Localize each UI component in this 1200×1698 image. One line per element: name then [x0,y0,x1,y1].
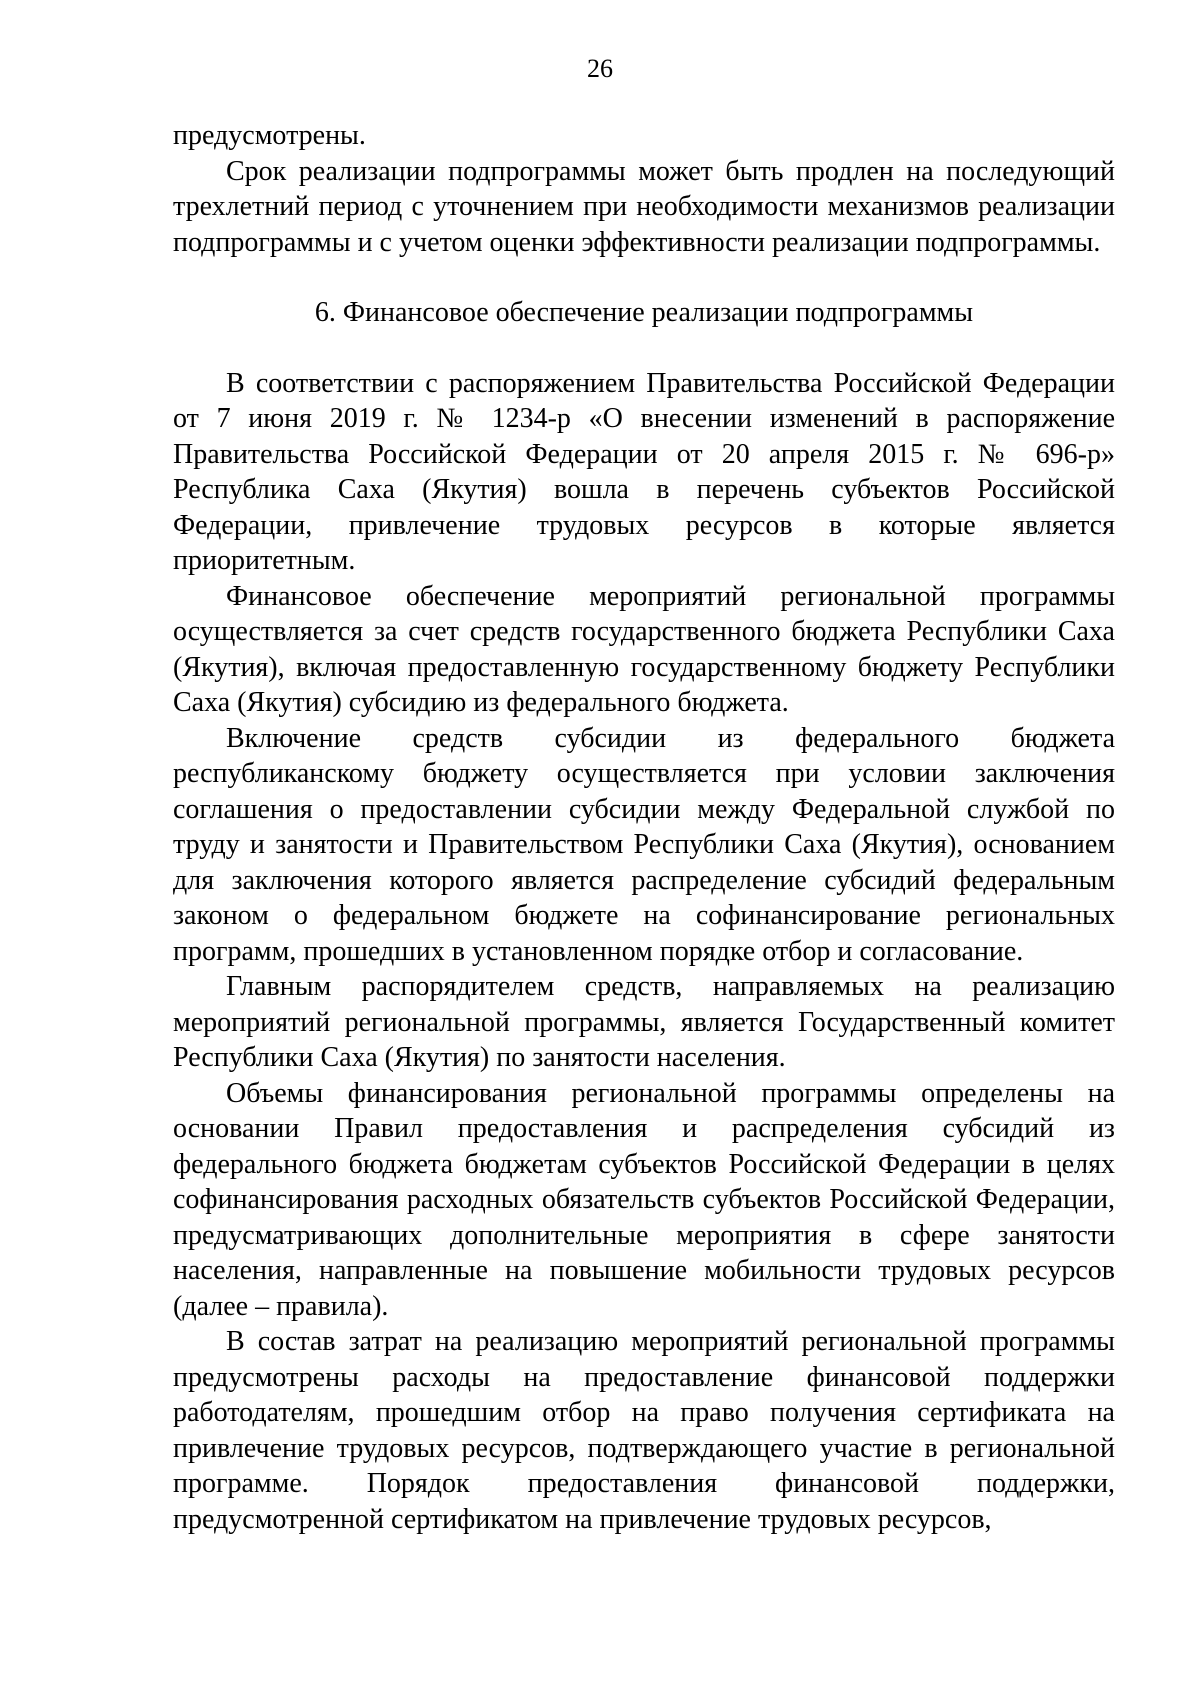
paragraph-term-extension: Срок реализации подпрограммы может быть продлен на последующий трехлетний период с уточнением при необходимости механизмов реализации подпрограммы и с учетом оценки эффективности реализации подпрограммы. [173,155,1115,258]
paragraph-main-administrator: Главным распорядителем средств, направляемых на реализацию мероприятий региональной программы, является Государственный комитет Республики Саха (Якутия) по занятости населения. [173,971,1115,1073]
paragraph-financing-volumes: Объемы финансирования региональной программы определены на основании Правил предоставления и распределения субсидий из федерального бюджета бюджетам субъектов Российской Федерации в целях софинансирования расходных обязательств субъектов Российской Федерации, предусматривающих дополнительные мероприятия в сфере занятости населения, направленные на повышение мобильности трудовых ресурсов (далее – правила). [173,1077,1115,1322]
paragraph-financing-source: Финансовое обеспечение мероприятий региональной программы осуществляется за счет средств государственного бюджета Республики Саха (Якутия), включая предоставленную государственному бюджету Республики Саха (Якутия) субсидию из федерального бюджета. [173,580,1115,718]
section-heading: 6. Финансовое обеспечение реализации подпрограммы [314,297,974,328]
page-number: 26 [587,54,613,83]
document-body [173,118,1115,1537]
paragraph-subsidy-inclusion: Включение средств субсидии из федерального бюджета республиканскому бюджету осуществляется при условии заключения соглашения о предоставлении субсидии между Федеральной службой по труду и занятости и Правительством Республики Саха (Якутия), основанием для заключения которого является распределение субсидий федеральным законом о федеральном бюджете на софинансирование региональных программ, прошедших в установленном порядке отбор и согласование. [173,722,1115,967]
paragraph-continuation: предусмотрены. [173,120,366,151]
paragraph-cost-structure: В состав затрат на реализацию мероприятий региональной программы предусмотрены расходы на предоставление финансовой поддержки работодателям, прошедшим отбор на право получения сертификата на привлечение трудовых ресурсов, подтверждающего участие в региональной программе. Порядок предоставления финансовой поддержки, предусмотренной сертификатом на привлечение трудовых ресурсов, [173,1326,1115,1535]
paragraph-government-order: В соответствии с распоряжением Правительства Российской Федерации от 7 июня 2019 г. № 1234-р «О внесении изменений в распоряжение Правительства Российской Федерации от 20 апреля 2015 г. № 696-р» Республика Саха (Якутия) вошла в перечень субъектов Российской Федерации, привлечение трудовых ресурсов в которые является приоритетным. [173,367,1115,576]
